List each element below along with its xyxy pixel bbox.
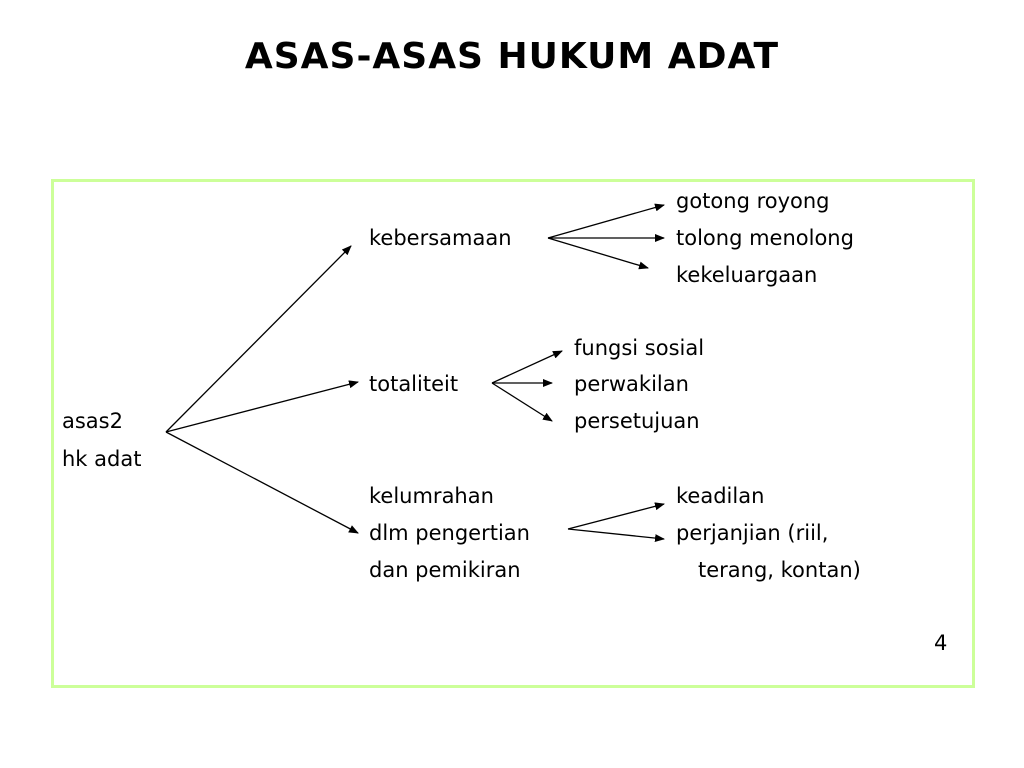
page-number: 4 [934,631,948,655]
root-label-line2: hk adat [62,447,142,471]
arrow-kelumrahan-to-perjanjian [568,529,664,539]
leaf-keadilan: keadilan [676,484,765,508]
arrow-kelumrahan-to-keadilan [568,504,664,529]
leaf-gotong-royong: gotong royong [676,189,830,213]
arrow-totaliteit-to-fungsi-sosial [492,351,562,383]
leaf-fungsi-sosial: fungsi sosial [574,336,705,360]
leaf-perwakilan: perwakilan [574,372,689,396]
branch-totaliteit: totaliteit [369,372,459,396]
branch-kelumrahan-line1: kelumrahan [369,484,494,508]
branch-kelumrahan-line2: dlm pengertian [369,521,530,545]
arrow-root-to-totaliteit [166,382,358,432]
arrow-root-to-kebersamaan [166,246,351,432]
arrow-kebersamaan-to-kekeluargaan [548,238,648,268]
arrow-totaliteit-to-persetujuan [492,383,552,421]
leaf-terang-kontan: terang, kontan) [698,558,861,582]
leaf-kekeluargaan: kekeluargaan [676,263,818,287]
leaf-perjanjian: perjanjian (riil, [676,521,829,545]
branch-kebersamaan: kebersamaan [369,226,512,250]
slide-title: ASAS-ASAS HUKUM ADAT [244,36,780,77]
root-label-line1: asas2 [62,409,123,433]
leaf-tolong-menolong: tolong menolong [676,226,854,250]
branch-kelumrahan-line3: dan pemikiran [369,558,521,582]
arrow-root-to-kelumrahan [166,432,358,533]
arrow-kebersamaan-to-gotong-royong [548,205,664,238]
leaf-persetujuan: persetujuan [574,409,700,433]
